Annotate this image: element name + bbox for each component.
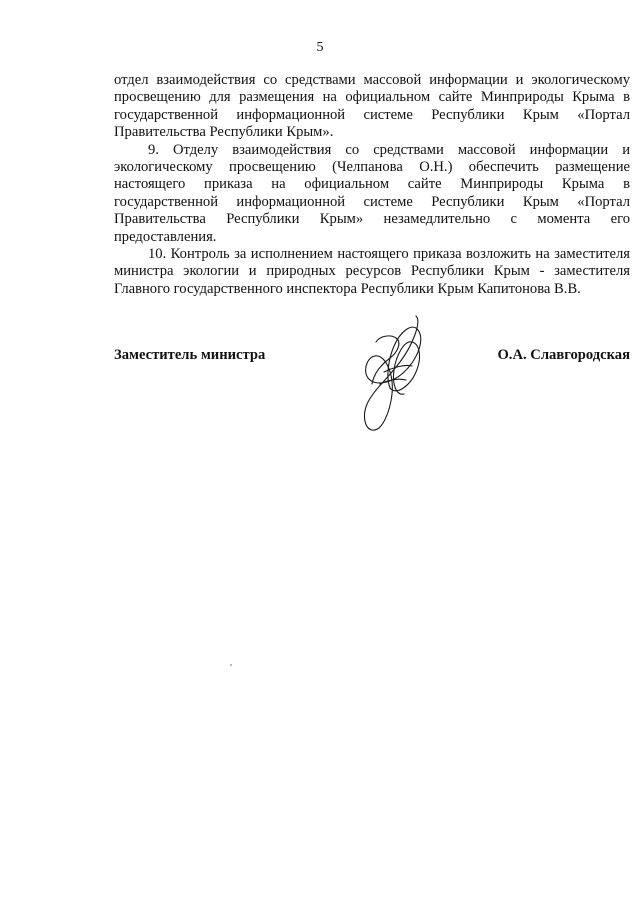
handwritten-signature [346, 312, 446, 436]
document-body [114, 72, 630, 298]
signature-block [114, 346, 630, 446]
paragraph-item-10: 10. Контроль за исполнением настоящего приказа возложить на заместителя министра экологии и природных ресурсов Республики Крым - заместителя Главного государственного инспектора Республики Крым Капитонова В.В. [114, 246, 630, 297]
paragraph-continuation: отдел взаимодействия со средствами массовой информации и экологическому просвещению для размещения на официальном сайте Минприроды Крыма в государственной информационной системе Республики Крым «Портал Правительства Республики Крым». [114, 72, 630, 141]
paragraph-item-9: 9. Отделу взаимодействия со средствами массовой информации и экологическому просвещению (Челпанова О.Н.) обеспечить размещение настоящего приказа на официальном сайте Минприроды Крыма в государственной информационной системе Республики Крым «Портал Правительства Республики Крым» незамедлительно с момента его предоставления. [114, 141, 630, 245]
signer-name: О.А. Славгородская [497, 347, 630, 363]
page-number: 5 [316, 40, 324, 55]
signer-title: Заместитель министра [114, 347, 266, 363]
scan-speck [230, 664, 232, 666]
